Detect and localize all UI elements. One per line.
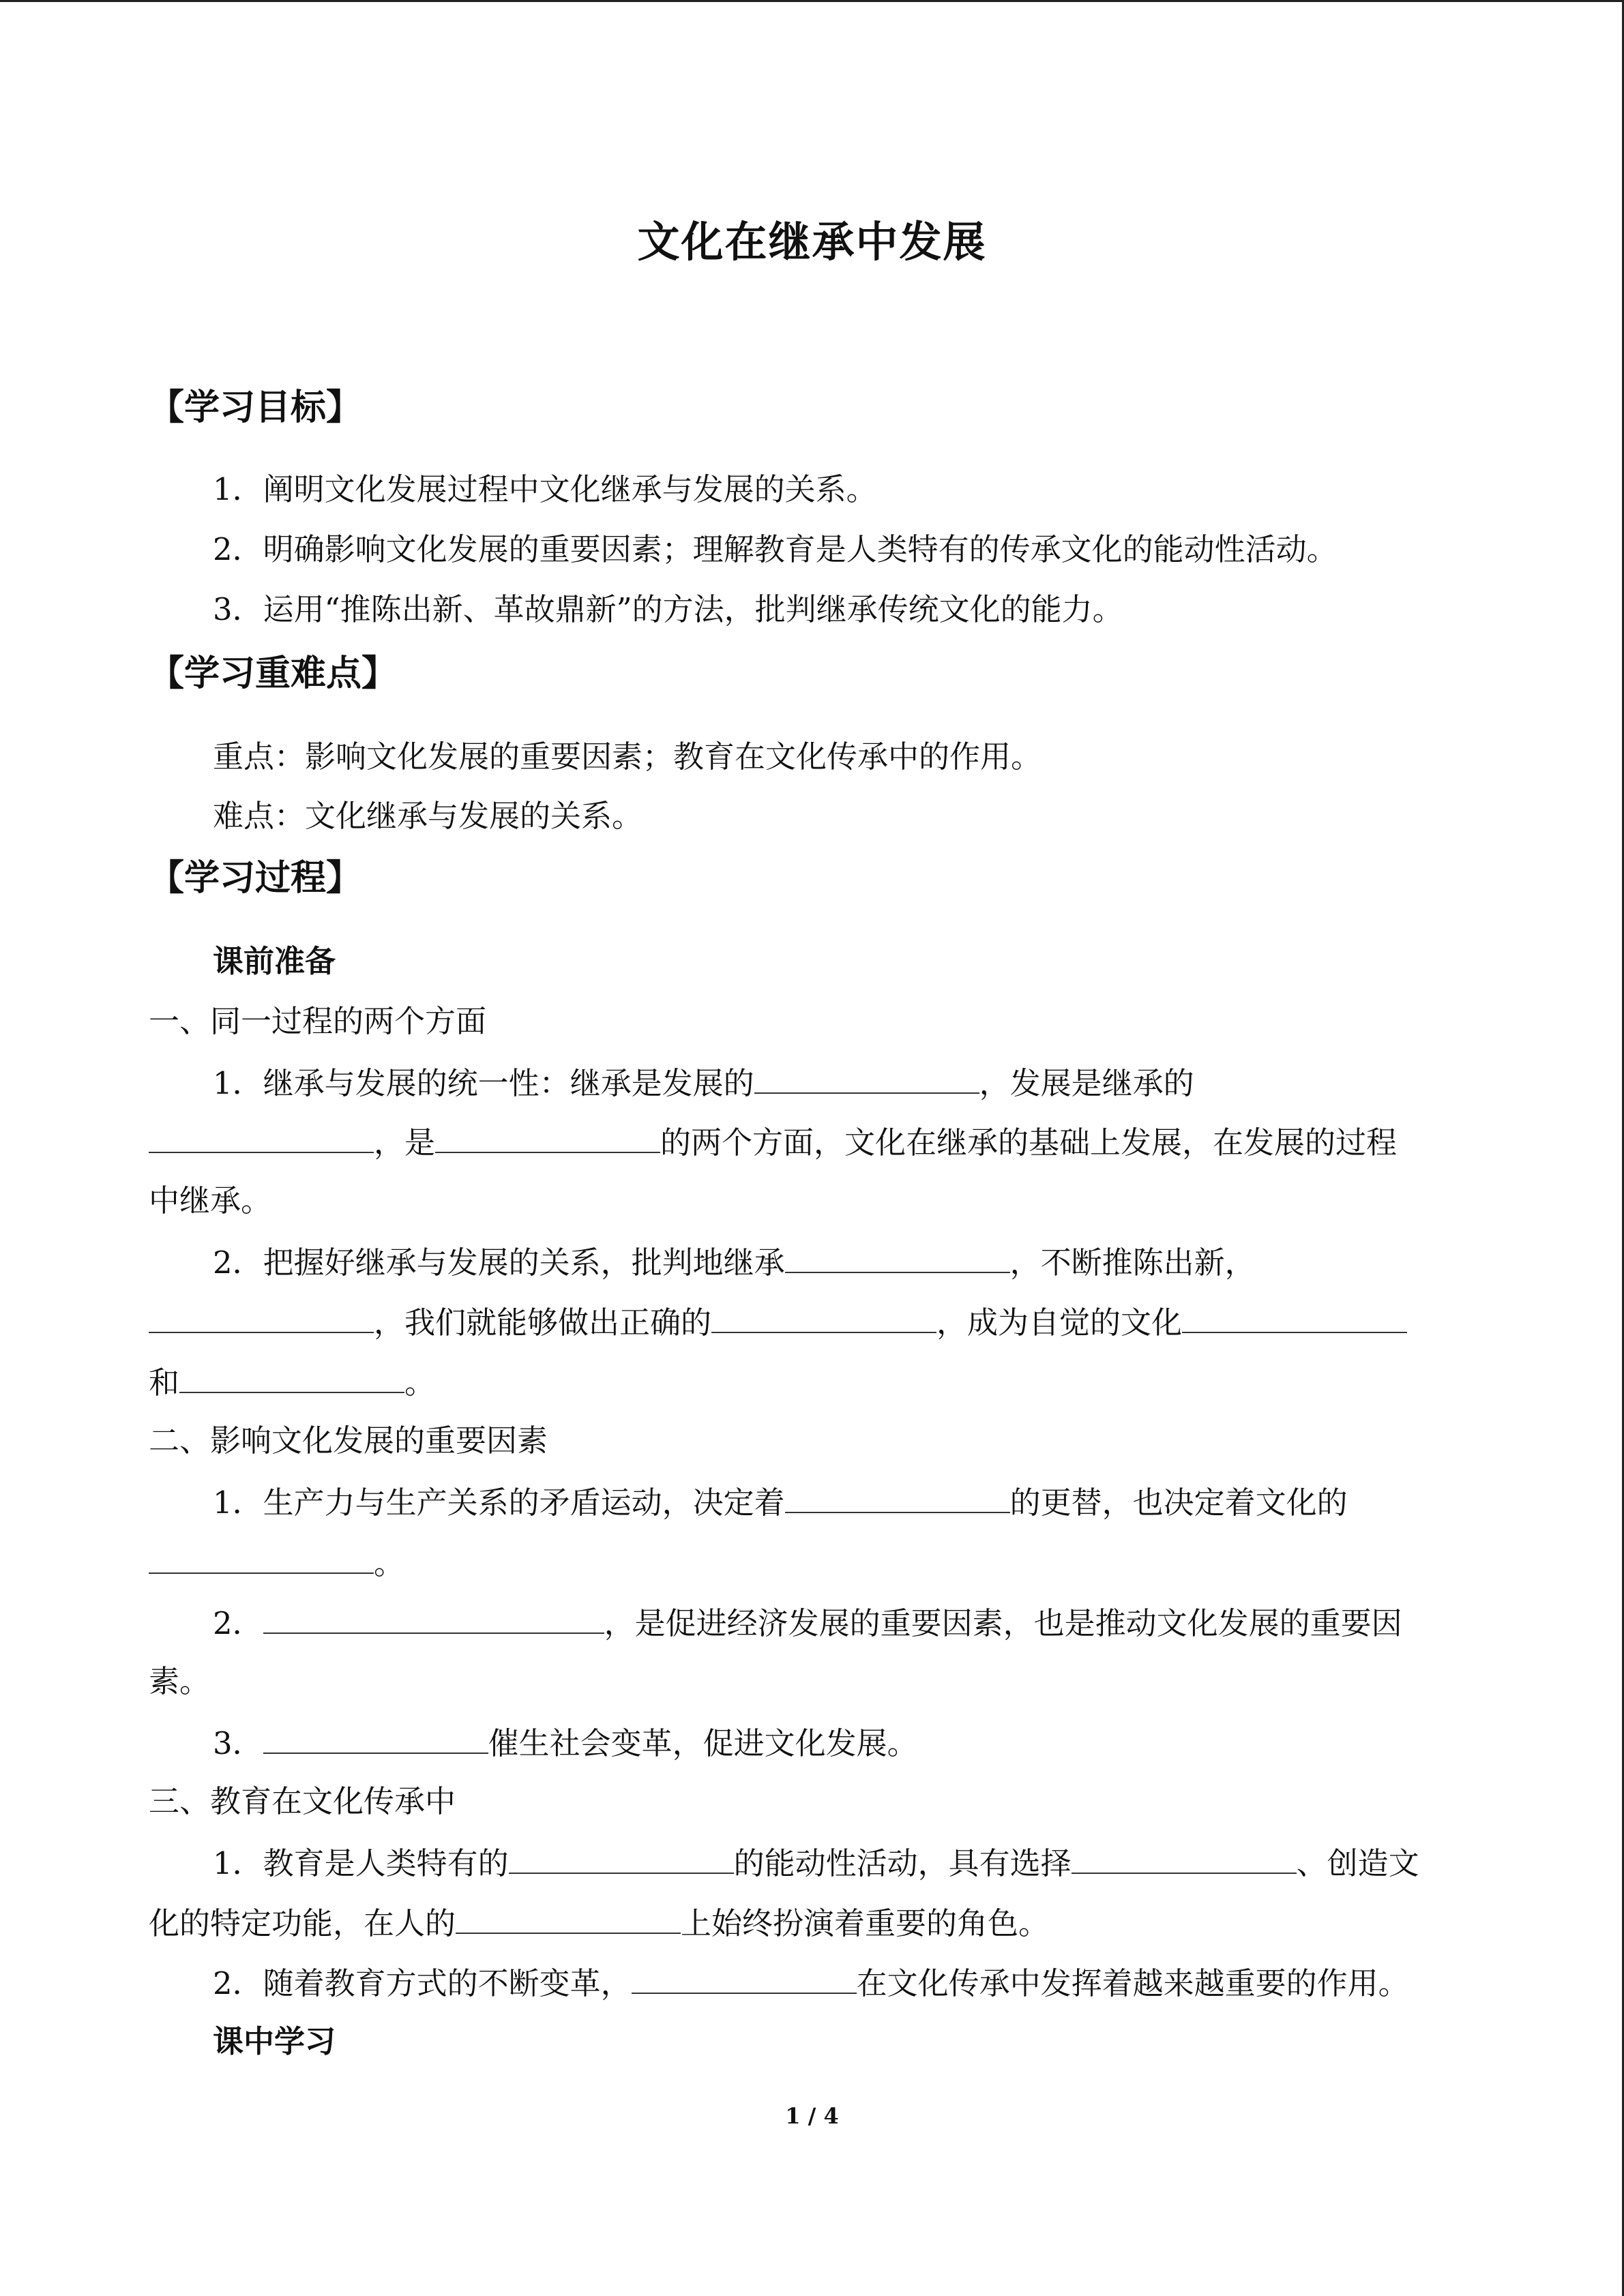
section2-item2-line1 bbox=[213, 1601, 1550, 1644]
fill-blank[interactable] bbox=[632, 1961, 857, 1994]
text: 2．把握好继承与发展的关系，批判地继承 bbox=[213, 1244, 785, 1281]
section1-item1-line3: 中继承。 bbox=[149, 1182, 272, 1219]
section1-item2-line2 bbox=[149, 1300, 1486, 1343]
fill-blank[interactable] bbox=[179, 1360, 404, 1393]
fill-blank[interactable] bbox=[754, 1061, 979, 1094]
text: 。 bbox=[374, 1545, 405, 1581]
key-point-focus: 重点：影响文化发展的重要因素；教育在文化传承中的作用。 bbox=[213, 739, 1042, 775]
fill-blank[interactable] bbox=[149, 1120, 374, 1153]
text: 1．生产力与生产关系的矛盾运动，决定着 bbox=[213, 1485, 785, 1521]
page-title: 文化在继承中发展 bbox=[637, 217, 987, 267]
subheading-in-class: 课中学习 bbox=[213, 2023, 336, 2059]
fill-blank[interactable] bbox=[785, 1480, 1010, 1513]
fill-blank[interactable] bbox=[263, 1601, 604, 1634]
text: 。 bbox=[404, 1365, 436, 1401]
heading-process: 【学习过程】 bbox=[149, 858, 362, 899]
text: ，成为自觉的文化 bbox=[936, 1304, 1183, 1341]
section2-item1-line1 bbox=[213, 1480, 1550, 1523]
fill-blank[interactable] bbox=[456, 1901, 681, 1934]
text: 和 bbox=[149, 1365, 180, 1401]
text: 2．随着教育方式的不断变革， bbox=[213, 1965, 632, 2001]
section2-title: 二、影响文化发展的重要因素 bbox=[149, 1422, 548, 1459]
text: 3． bbox=[213, 1725, 263, 1761]
section3-item2 bbox=[213, 1961, 1550, 2004]
fill-blank[interactable] bbox=[509, 1841, 734, 1874]
objective-1: 1．阐明文化发展过程中文化继承与发展的关系。 bbox=[213, 471, 877, 507]
fill-blank[interactable] bbox=[785, 1240, 1010, 1273]
key-point-difficulty: 难点：文化继承与发展的关系。 bbox=[213, 798, 643, 834]
section1-title: 一、同一过程的两个方面 bbox=[149, 1003, 487, 1039]
text: ，是促进经济发展的重要因素，也是推动文化发展的重要因 bbox=[604, 1605, 1402, 1641]
section1-item2-line3 bbox=[149, 1360, 1486, 1403]
text: 化的特定功能，在人的 bbox=[149, 1905, 456, 1941]
text: ，不断推陈出新， bbox=[1009, 1244, 1256, 1281]
section3-item1-line1 bbox=[213, 1841, 1550, 1884]
objective-3: 3．运用“推陈出新、革故鼎新”的方法，批判继承传统文化的能力。 bbox=[213, 591, 1123, 627]
text: 的更替，也决定着文化的 bbox=[1009, 1485, 1348, 1521]
text: 催生社会变革，促进文化发展。 bbox=[488, 1725, 918, 1761]
text: 的能动性活动，具有选择 bbox=[733, 1845, 1072, 1881]
fill-blank[interactable] bbox=[263, 1721, 488, 1754]
text: 在文化传承中发挥着越来越重要的作用。 bbox=[856, 1965, 1409, 2001]
text: 2． bbox=[213, 1605, 263, 1641]
fill-blank[interactable] bbox=[435, 1120, 660, 1153]
text: ，是 bbox=[374, 1124, 436, 1161]
section1-item2-line1 bbox=[213, 1240, 1550, 1283]
section3-title: 三、教育在文化传承中 bbox=[149, 1783, 456, 1819]
text: 的两个方面，文化在继承的基础上发展，在发展的过程 bbox=[660, 1124, 1398, 1161]
fill-blank[interactable] bbox=[1182, 1300, 1407, 1333]
text: ，我们就能够做出正确的 bbox=[374, 1304, 712, 1341]
heading-objectives: 【学习目标】 bbox=[149, 387, 362, 428]
section3-item1-line2 bbox=[149, 1901, 1486, 1944]
text: 1．继承与发展的统一性：继承是发展的 bbox=[213, 1065, 754, 1101]
section2-item2-line2: 素。 bbox=[149, 1663, 211, 1699]
fill-blank[interactable] bbox=[149, 1300, 374, 1333]
fill-blank[interactable] bbox=[711, 1300, 936, 1333]
fill-blank[interactable] bbox=[1072, 1841, 1297, 1874]
text: 上始终扮演着重要的角色。 bbox=[681, 1905, 1050, 1941]
section1-item1-line2 bbox=[149, 1120, 1486, 1163]
section1-item1-line1 bbox=[213, 1061, 1550, 1104]
heading-key-points: 【学习重难点】 bbox=[149, 653, 398, 694]
fill-blank[interactable] bbox=[149, 1541, 374, 1574]
objective-2: 2．明确影响文化发展的重要因素；理解教育是人类特有的传承文化的能动性活动。 bbox=[213, 531, 1338, 567]
text: 1．教育是人类特有的 bbox=[213, 1845, 509, 1881]
section2-item1-line2 bbox=[149, 1541, 1486, 1584]
page-number: 1 / 4 bbox=[785, 2103, 839, 2129]
text: ，发展是继承的 bbox=[979, 1065, 1194, 1101]
text: 、创造文 bbox=[1296, 1845, 1419, 1881]
subheading-pre-class: 课前准备 bbox=[213, 943, 336, 979]
section2-item3 bbox=[213, 1721, 1550, 1764]
